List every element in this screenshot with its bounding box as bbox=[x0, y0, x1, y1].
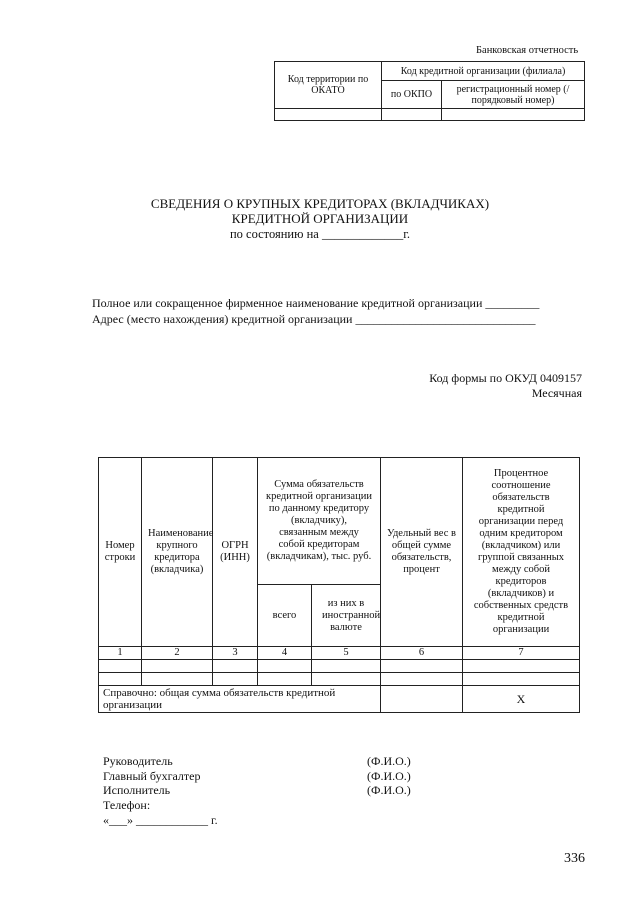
table-cell[interactable] bbox=[381, 673, 463, 686]
manager-label: Руководитель bbox=[103, 754, 173, 768]
table-cell[interactable] bbox=[142, 673, 213, 686]
table-row bbox=[99, 660, 580, 673]
column-number: 4 bbox=[258, 647, 312, 660]
column-number: 3 bbox=[213, 647, 258, 660]
header-percent-ratio: Процентное соотношение обязательств кредитной организации перед одним кредитором (вкладчиком) или группой связанных между собой кредиторов (вкладчиков) и собственных средств кредитной организации bbox=[463, 458, 580, 647]
executor-fio: (Ф.И.О.) bbox=[367, 783, 411, 797]
column-number: 5 bbox=[312, 647, 381, 660]
reference-share-cell[interactable] bbox=[381, 686, 463, 713]
table-cell[interactable] bbox=[312, 673, 381, 686]
phone-label: Телефон: bbox=[103, 798, 151, 812]
chief-accountant-label: Главный бухгалтер bbox=[103, 769, 201, 783]
report-type-label: Банковская отчетность bbox=[476, 45, 579, 56]
table-cell[interactable] bbox=[99, 660, 142, 673]
table-cell[interactable] bbox=[99, 673, 142, 686]
org-address-line: Адрес (место нахождения) кредитной организации ______________________________ bbox=[92, 312, 536, 326]
creditors-table bbox=[98, 457, 580, 713]
table-cell[interactable] bbox=[258, 660, 312, 673]
periodicity-label: Месячная bbox=[531, 386, 582, 400]
document-title: СВЕДЕНИЯ О КРУПНЫХ КРЕДИТОРАХ (ВКЛАДЧИКАХ) bbox=[150, 196, 490, 211]
signature-date-line: «___» ____________ г. bbox=[103, 813, 218, 827]
chief-accountant-fio: (Ф.И.О.) bbox=[367, 769, 411, 783]
territory-code-cell[interactable] bbox=[275, 109, 382, 121]
table-cell[interactable] bbox=[213, 673, 258, 686]
manager-fio: (Ф.И.О.) bbox=[367, 754, 411, 768]
header-ogrn: ОГРН (ИНН) bbox=[213, 458, 258, 647]
table-cell[interactable] bbox=[142, 660, 213, 673]
reference-row bbox=[99, 686, 580, 713]
document-subtitle: КРЕДИТНОЙ ОРГАНИЗАЦИИ bbox=[231, 211, 409, 226]
executor-label: Исполнитель bbox=[103, 783, 171, 797]
header-creditor-name: Наименование крупного кредитора (вкладчика) bbox=[142, 458, 213, 647]
table-cell[interactable] bbox=[463, 673, 580, 686]
reg-number-header: регистрационный номер (/порядковый номер) bbox=[442, 81, 585, 109]
column-number: 1 bbox=[99, 647, 142, 660]
okud-code: Код формы по ОКУД 0409157 bbox=[429, 371, 582, 385]
okpo-header: по ОКПО bbox=[382, 81, 442, 109]
reg-number-cell[interactable] bbox=[442, 109, 585, 121]
column-number: 6 bbox=[381, 647, 463, 660]
okpo-cell[interactable] bbox=[382, 109, 442, 121]
code-table bbox=[274, 61, 585, 121]
reference-row-mark: Х bbox=[463, 686, 580, 713]
table-cell[interactable] bbox=[258, 673, 312, 686]
column-number: 7 bbox=[463, 647, 580, 660]
reference-row-label: Справочно: общая сумма обязательств кредитной организации bbox=[99, 686, 381, 713]
credit-org-code-header: Код кредитной организации (филиала) bbox=[382, 62, 585, 81]
table-row bbox=[99, 673, 580, 686]
territory-code-header: Код территории по ОКАТО bbox=[275, 62, 382, 109]
header-foreign-currency: из них в иностранной валюте bbox=[312, 585, 381, 647]
report-date-line: по состоянию на _____________г. bbox=[229, 227, 411, 241]
header-total: всего bbox=[258, 585, 312, 647]
header-liabilities-sum: Сумма обязательств кредитной организации по данному кредитору (вкладчику), связанным между собой кредиторам (вкладчикам), тыс. руб. bbox=[258, 458, 381, 585]
table-cell[interactable] bbox=[213, 660, 258, 673]
header-share: Удельный вес в общей сумме обязательств, процент bbox=[381, 458, 463, 647]
table-cell[interactable] bbox=[463, 660, 580, 673]
column-number: 2 bbox=[142, 647, 213, 660]
table-cell[interactable] bbox=[381, 660, 463, 673]
page-number: 336 bbox=[564, 851, 585, 866]
org-name-line: Полное или сокращенное фирменное наименование кредитной организации _________ bbox=[92, 296, 540, 310]
header-row-number: Номер строки bbox=[99, 458, 142, 647]
table-cell[interactable] bbox=[312, 660, 381, 673]
